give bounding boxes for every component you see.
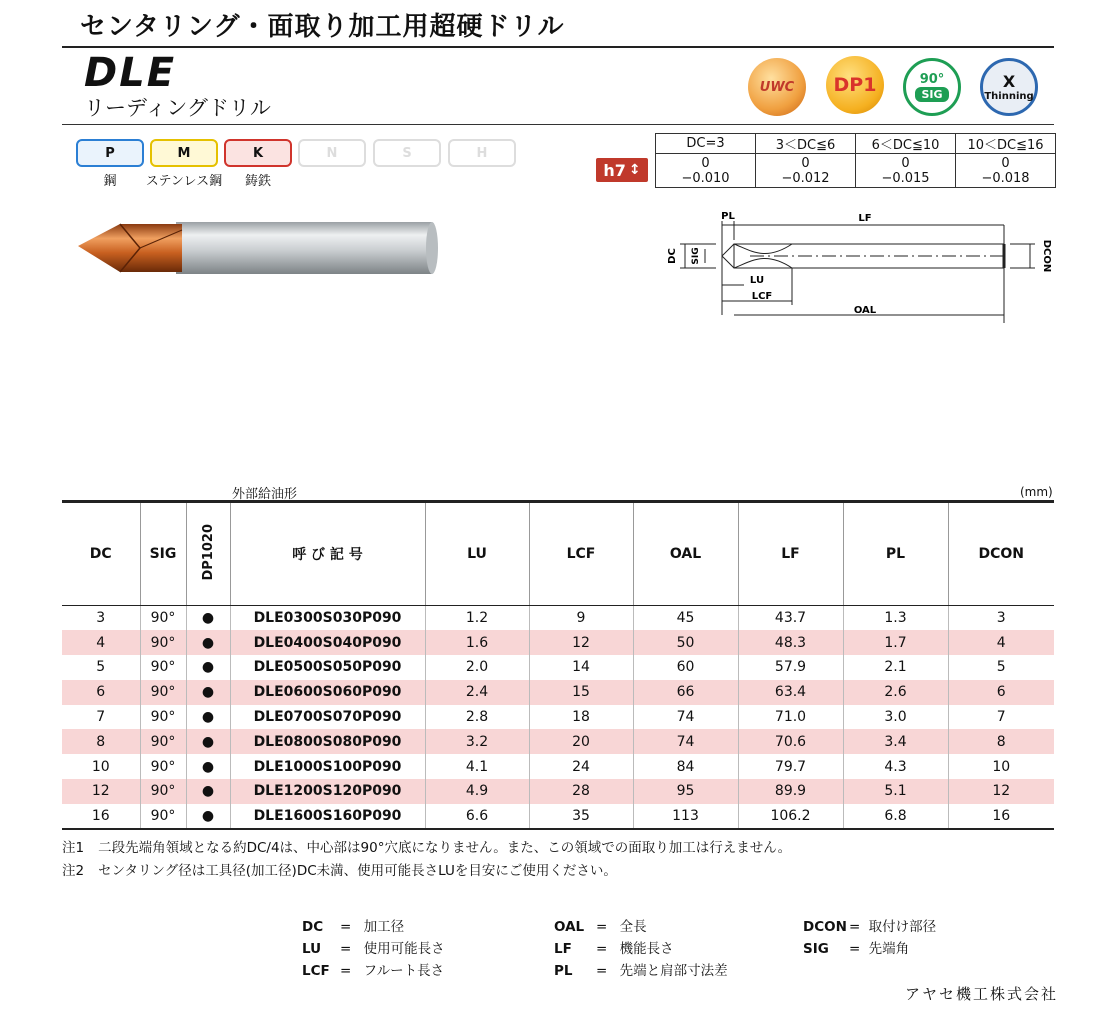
material-h xyxy=(448,139,516,167)
cell-lcf: 12 xyxy=(529,630,633,655)
cell-code: DLE0500S050P090 xyxy=(230,655,425,680)
tol-upper: 0 xyxy=(901,155,910,171)
cell-dc: 6 xyxy=(62,680,140,705)
tol-lower: −0.018 xyxy=(981,170,1030,186)
legend-dcon: DCON = 取付け部径 xyxy=(803,919,937,935)
cell-lf: 106.2 xyxy=(738,804,843,829)
cell-code: DLE0600S060P090 xyxy=(230,680,425,705)
cell-dcon: 5 xyxy=(948,655,1054,680)
tol-header: 3＜DC≦6 xyxy=(756,134,856,154)
legend-key: SIG xyxy=(803,941,829,957)
tol-upper: 0 xyxy=(701,155,710,171)
cell-dp1020: ● xyxy=(186,754,230,779)
material-s xyxy=(373,139,441,167)
legend-value: 使用可能長さ xyxy=(363,941,445,957)
drill-product-image xyxy=(70,210,450,280)
spec-table xyxy=(62,500,1054,830)
legend-key: DCON xyxy=(803,919,847,935)
cell-lu: 6.6 xyxy=(425,804,529,829)
cell-dp1020: ● xyxy=(186,804,230,829)
lf-label: LF xyxy=(858,213,872,224)
dcon-label: DCON xyxy=(1041,239,1052,273)
title-divider xyxy=(62,46,1054,48)
legend-value: フルート長さ xyxy=(363,963,445,979)
cell-dcon: 6 xyxy=(948,680,1054,705)
cell-lf: 57.9 xyxy=(738,655,843,680)
tol-value xyxy=(656,154,756,188)
cell-dc: 3 xyxy=(96,610,106,627)
note-1-label: 注1 xyxy=(62,840,85,856)
cell-lf: 70.6 xyxy=(738,729,843,754)
cell-code: DLE0700S070P090 xyxy=(230,705,425,730)
page-title: センタリング・面取り加工用超硬ドリル xyxy=(80,12,565,42)
tol-value xyxy=(756,154,856,188)
cell-dcon: 10 xyxy=(948,754,1054,779)
material-k-letter: K xyxy=(252,145,264,161)
cell-lu: 2.8 xyxy=(425,705,529,730)
cell-dcon: 3 xyxy=(948,606,1054,631)
tol-lower: −0.010 xyxy=(681,170,730,186)
cell-code: DLE0300S030P090 xyxy=(230,606,425,631)
cell-sig: 90° xyxy=(140,754,186,779)
col-header-lu: LU xyxy=(425,502,529,606)
col-header-sig: SIG xyxy=(140,502,186,606)
cell-dc: 8 xyxy=(62,729,140,754)
h7-badge xyxy=(596,158,648,182)
cell-sig: 90° xyxy=(140,729,186,754)
material-n-letter: N xyxy=(326,145,338,161)
legend-pl: PL = 先端と肩部寸法差 xyxy=(554,963,728,979)
cell-lcf: 9 xyxy=(529,606,633,631)
lu-label: LU xyxy=(749,275,765,286)
material-p-label: 鋼 xyxy=(103,174,117,189)
tol-upper: 0 xyxy=(1001,155,1010,171)
cell-lcf: 35 xyxy=(529,804,633,829)
cell-dc: 16 xyxy=(62,804,140,829)
table-row xyxy=(62,606,1054,631)
cell-dcon: 7 xyxy=(948,705,1054,730)
cell-lf: 63.4 xyxy=(738,680,843,705)
company-name: アヤセ機工株式会社 xyxy=(905,985,1059,1003)
cell-dc: 4 xyxy=(62,630,140,655)
note-2-text: センタリング径は工具径(加工径)DC未満、使用可能長さLUを目安にご使用ください。 xyxy=(98,863,617,879)
legend-dc: DC = 加工径 xyxy=(302,919,405,935)
cell-code: DLE0800S080P090 xyxy=(230,729,425,754)
legend-lcf: LCF = フルート長さ xyxy=(302,963,445,979)
cell-pl: 3.4 xyxy=(843,729,948,754)
cell-dp1020: ● xyxy=(186,606,230,631)
cell-sig: 90° xyxy=(140,680,186,705)
cell-lu: 4.1 xyxy=(425,754,529,779)
cell-dc: 10 xyxy=(91,758,110,775)
cell-dc: 5 xyxy=(96,659,106,676)
cell-pl: 2.1 xyxy=(843,655,948,680)
tolerance-table xyxy=(655,133,1056,188)
cell-sig: 90° xyxy=(140,655,186,680)
material-m-letter: M xyxy=(177,145,191,161)
table-row xyxy=(62,680,1054,705)
cell-pl: 5.1 xyxy=(843,779,948,804)
cell-lf: 43.7 xyxy=(738,606,843,631)
tol-value xyxy=(856,154,956,188)
sig-label: SIG xyxy=(691,247,701,265)
dp1-badge-icon xyxy=(826,56,884,114)
lcf-label: LCF xyxy=(751,291,773,302)
cell-dc: 12 xyxy=(62,779,140,804)
cell-dp1020: ● xyxy=(186,680,230,705)
legend-lu: LU = 使用可能長さ xyxy=(302,941,445,957)
cell-dp1020: ● xyxy=(186,705,230,730)
uwc-badge-icon xyxy=(748,58,806,116)
legend-key: LU xyxy=(302,941,322,957)
cell-dc: 7 xyxy=(96,709,106,726)
cell-lf: 89.9 xyxy=(738,779,843,804)
legend-value: 加工径 xyxy=(363,919,405,935)
col-header-pl: PL xyxy=(843,502,948,606)
sig-badge-label: SIG xyxy=(915,87,948,102)
cell-sig: 90° xyxy=(140,804,186,829)
col-header-lf: LF xyxy=(738,502,843,606)
legend-key: PL xyxy=(554,963,573,979)
cell-sig: 90° xyxy=(140,630,186,655)
col-header-oal: OAL xyxy=(633,502,738,606)
cell-lu: 1.2 xyxy=(425,606,529,631)
cell-oal: 95 xyxy=(633,779,738,804)
legend-value: 機能長さ xyxy=(619,941,674,957)
tol-header: DC=3 xyxy=(656,134,756,154)
legend-oal: OAL = 全長 xyxy=(554,919,647,935)
tol-lower: −0.012 xyxy=(781,170,830,186)
cell-pl: 4.3 xyxy=(843,754,948,779)
tol-upper: 0 xyxy=(801,155,810,171)
tol-header: 10＜DC≦16 xyxy=(956,134,1056,154)
material-k xyxy=(224,139,292,167)
uwc-badge-label: UWC xyxy=(759,79,795,95)
cell-lcf: 24 xyxy=(529,754,633,779)
tol-value xyxy=(956,154,1056,188)
cell-lcf: 14 xyxy=(529,655,633,680)
coolant-type-label: 外部給油形 xyxy=(232,487,298,502)
legend-key: OAL xyxy=(554,919,585,935)
dp1-badge-label: DP1 xyxy=(833,74,877,96)
model-name: DLE xyxy=(84,50,177,96)
cell-dcon: 4 xyxy=(948,630,1054,655)
material-m xyxy=(150,139,218,167)
col-header-lcf: LCF xyxy=(529,502,633,606)
cell-oal: 66 xyxy=(633,680,738,705)
dimension-diagram xyxy=(660,205,1060,325)
cell-oal: 84 xyxy=(633,754,738,779)
legend-value: 先端角 xyxy=(868,941,910,957)
material-n xyxy=(298,139,366,167)
cell-dcon: 8 xyxy=(948,729,1054,754)
h7-arrow-icon: ↕ xyxy=(628,162,641,178)
cell-dp1020: ● xyxy=(186,779,230,804)
tol-header: 6＜DC≦10 xyxy=(856,134,956,154)
cell-sig: 90° xyxy=(140,606,186,631)
sig-badge-angle: 90° xyxy=(919,72,945,87)
cell-lu: 4.9 xyxy=(425,779,529,804)
tol-lower: −0.015 xyxy=(881,170,930,186)
subtitle-divider xyxy=(62,124,1054,125)
cell-dcon: 16 xyxy=(948,804,1054,829)
legend-key: LCF xyxy=(302,963,330,979)
dp1020-label: DP1020 xyxy=(200,523,216,581)
table-row xyxy=(62,754,1054,779)
col-header-dc: DC xyxy=(62,502,140,606)
cell-lu: 2.4 xyxy=(425,680,529,705)
table-row xyxy=(62,729,1054,754)
cell-oal: 50 xyxy=(633,630,738,655)
cell-oal: 74 xyxy=(633,705,738,730)
legend-value: 先端と肩部寸法差 xyxy=(619,963,728,979)
table-row xyxy=(62,779,1054,804)
legend-lf: LF = 機能長さ xyxy=(554,941,674,957)
cell-code: DLE1000S100P090 xyxy=(230,754,425,779)
legend-sig: SIG = 先端角 xyxy=(803,941,910,957)
note-2 xyxy=(62,859,617,879)
cell-dcon: 12 xyxy=(948,779,1054,804)
material-h-letter: H xyxy=(476,145,488,161)
material-k-label: 鋳鉄 xyxy=(244,174,271,189)
material-m-label: ステンレス鋼 xyxy=(145,174,223,189)
cell-lf: 48.3 xyxy=(738,630,843,655)
table-row xyxy=(62,804,1054,829)
note-1-text: 二段先端角領域となる約DC/4は、中心部は90°穴底になりません。また、この領域での面取り加工は行えません。 xyxy=(98,840,792,856)
cell-pl: 1.3 xyxy=(843,606,948,631)
cell-lu: 1.6 xyxy=(425,630,529,655)
legend-value: 取付け部径 xyxy=(868,919,937,935)
cell-lcf: 15 xyxy=(529,680,633,705)
dc-label: DC xyxy=(667,248,678,264)
cell-lu: 3.2 xyxy=(425,729,529,754)
material-p-letter: P xyxy=(105,145,115,161)
cell-pl: 1.7 xyxy=(843,630,948,655)
cell-sig: 90° xyxy=(140,779,186,804)
col-header-dp1020 xyxy=(186,502,230,606)
cell-lcf: 28 xyxy=(529,779,633,804)
table-row xyxy=(62,705,1054,730)
h7-label: h7 xyxy=(603,160,626,180)
table-row xyxy=(62,630,1054,655)
cell-pl: 2.6 xyxy=(843,680,948,705)
sig-90-badge-icon xyxy=(903,58,961,116)
cell-lcf: 18 xyxy=(529,705,633,730)
legend-value: 全長 xyxy=(619,919,647,935)
thinning-badge-x: X xyxy=(1002,72,1016,91)
cell-code: DLE1600S160P090 xyxy=(230,804,425,829)
pl-label: PL xyxy=(721,211,735,222)
cell-dp1020: ● xyxy=(186,630,230,655)
cell-dp1020: ● xyxy=(186,729,230,754)
cell-oal: 60 xyxy=(633,655,738,680)
cell-lf: 71.0 xyxy=(738,705,843,730)
table-row xyxy=(62,655,1054,680)
material-p xyxy=(76,139,144,167)
material-s-letter: S xyxy=(402,145,412,161)
cell-pl: 6.8 xyxy=(843,804,948,829)
legend-key: DC xyxy=(302,919,324,935)
cell-oal: 113 xyxy=(633,804,738,829)
note-2-label: 注2 xyxy=(62,863,85,879)
product-subtitle: リーディングドリル xyxy=(84,96,271,120)
cell-dp1020: ● xyxy=(186,655,230,680)
thinning-badge-icon xyxy=(980,58,1038,116)
col-header-dcon: DCON xyxy=(948,502,1054,606)
thinning-badge-label: Thinning xyxy=(984,91,1034,102)
cell-oal: 45 xyxy=(633,606,738,631)
cell-lcf: 20 xyxy=(529,729,633,754)
cell-sig: 90° xyxy=(140,705,186,730)
unit-label: (mm) xyxy=(1020,485,1053,499)
cell-lu: 2.0 xyxy=(425,655,529,680)
cell-oal: 74 xyxy=(633,729,738,754)
cell-code: DLE1200S120P090 xyxy=(230,779,425,804)
note-1 xyxy=(62,836,791,856)
cell-pl: 3.0 xyxy=(843,705,948,730)
cell-lf: 79.7 xyxy=(738,754,843,779)
oal-label: OAL xyxy=(853,305,877,316)
legend-key: LF xyxy=(554,941,572,957)
cell-code: DLE0400S040P090 xyxy=(230,630,425,655)
col-header-code: 呼 び 記 号 xyxy=(230,502,425,606)
